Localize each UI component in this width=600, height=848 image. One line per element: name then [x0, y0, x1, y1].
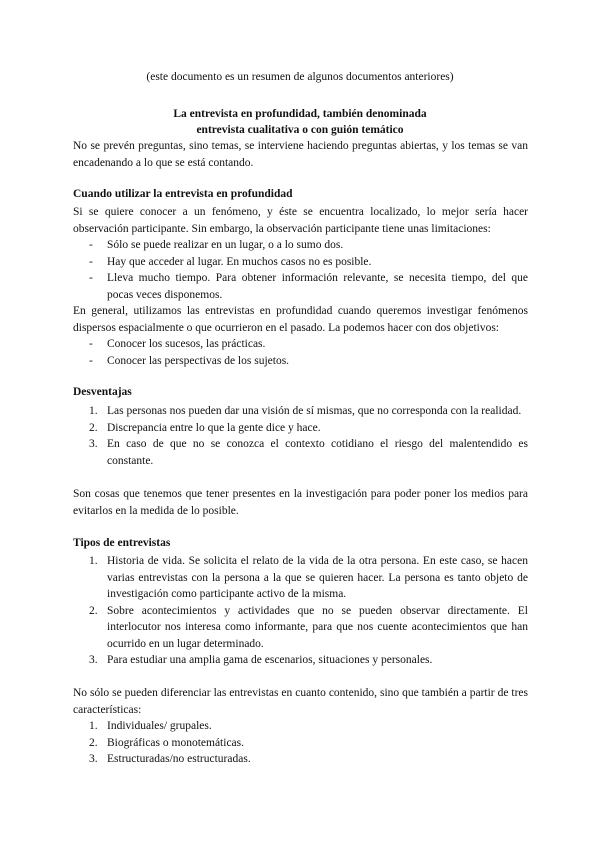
- number-marker: 3.: [89, 438, 98, 450]
- list-item: 3. Estructuradas/no estructuradas.: [73, 751, 528, 768]
- list-item: - Lleva mucho tiempo. Para obtener información relevante, se necesita tiempo, del que pocas veces disponemos.: [89, 272, 528, 301]
- characteristics-list: [73, 718, 528, 768]
- number-marker: 2.: [89, 421, 98, 434]
- number-marker: 3.: [89, 753, 98, 765]
- list-item: 3. En caso de que no se conozca el contexto cotidiano el riesgo del malentendido es constante.: [89, 438, 528, 467]
- when-paragraph-1: Si se quiere conocer a un fenómeno, y éste se encuentra localizado, lo mejor sería hacer observación participante. Sin embargo, la observación participante tiene unas limitaciones:: [73, 206, 528, 235]
- number-marker: 2.: [89, 604, 98, 617]
- dash-marker: -: [89, 338, 93, 350]
- characteristics-paragraph: No sólo se pueden diferenciar las entrevistas en cuanto contenido, sino que también a partir de tres características:: [73, 687, 528, 716]
- list-item: 3. Para estudiar una amplia gama de escenarios, situaciones y personales.: [73, 652, 528, 669]
- number-marker: 1.: [89, 555, 98, 567]
- title-line-2: entrevista cualitativa o con guión temático: [196, 124, 404, 136]
- intro-paragraph: No se prevén preguntas, sino temas, se interviene haciendo preguntas abiertas, y los temas se van encadenando a lo que se está contando.: [73, 140, 528, 169]
- section-heading-disadvantages: Desventajas: [73, 386, 132, 398]
- list-item: 1. Individuales/ grupales.: [73, 718, 528, 735]
- list-item: 2. Discrepancia entre lo que la gente dice y hace.: [73, 420, 528, 437]
- dash-marker: -: [89, 239, 93, 251]
- number-marker: 1.: [89, 720, 98, 732]
- list-item: - Conocer las perspectivas de los sujetos.: [73, 353, 528, 370]
- section-heading-when: Cuando utilizar la entrevista en profundidad: [73, 188, 293, 200]
- objectives-list: [73, 336, 528, 369]
- dash-marker: -: [89, 255, 93, 268]
- number-marker: 3.: [89, 654, 98, 666]
- section-heading-types: Tipos de entrevistas: [73, 537, 171, 549]
- disadvantages-list: [73, 403, 528, 469]
- types-list: [73, 553, 528, 669]
- document-note: (este documento es un resumen de algunos documentos anteriores): [146, 71, 454, 83]
- list-item: 2. Biográficas o monotemáticas.: [73, 735, 528, 752]
- list-item: - Conocer los sucesos, las prácticas.: [73, 336, 528, 353]
- list-item: - Sólo se puede realizar en un lugar, o a lo sumo dos.: [73, 237, 528, 254]
- list-item: 1. Las personas nos pueden dar una visión de sí mismas, que no corresponda con la realidad.: [73, 403, 528, 420]
- dash-marker: -: [89, 272, 93, 284]
- list-item: 1. Historia de vida. Se solicita el relato de la vida de la otra persona. En este caso, se hacen varias entrevistas con la persona a la que se quieren hacer. La persona es tanto objeto de investigación como participante activo de la misma.: [89, 555, 528, 600]
- when-paragraph-2: En general, utilizamos las entrevistas en profundidad cuando queremos investigar fenómenos dispersos espacialmente o que ocurrieron en el pasado. La podemos hacer con dos objetivos:: [73, 305, 528, 334]
- list-item: 2. Sobre acontecimientos y actividades que no se pueden observar directamente. El interlocutor nos interesa como informante, para que nos cuente acontecimientos que han ocurrido en un lugar determinado.: [89, 604, 528, 650]
- title-line-1: La entrevista en profundidad, también denominada: [173, 108, 427, 120]
- limitations-list: [73, 237, 528, 303]
- disadvantages-closing: Son cosas que tenemos que tener presentes en la investigación para poder poner los medios para evitarlos en la medida de lo posible.: [73, 488, 528, 517]
- list-item: - Hay que acceder al lugar. En muchos casos no es posible.: [73, 254, 528, 271]
- number-marker: 1.: [89, 405, 98, 417]
- number-marker: 2.: [89, 736, 98, 749]
- dash-marker: -: [89, 354, 93, 367]
